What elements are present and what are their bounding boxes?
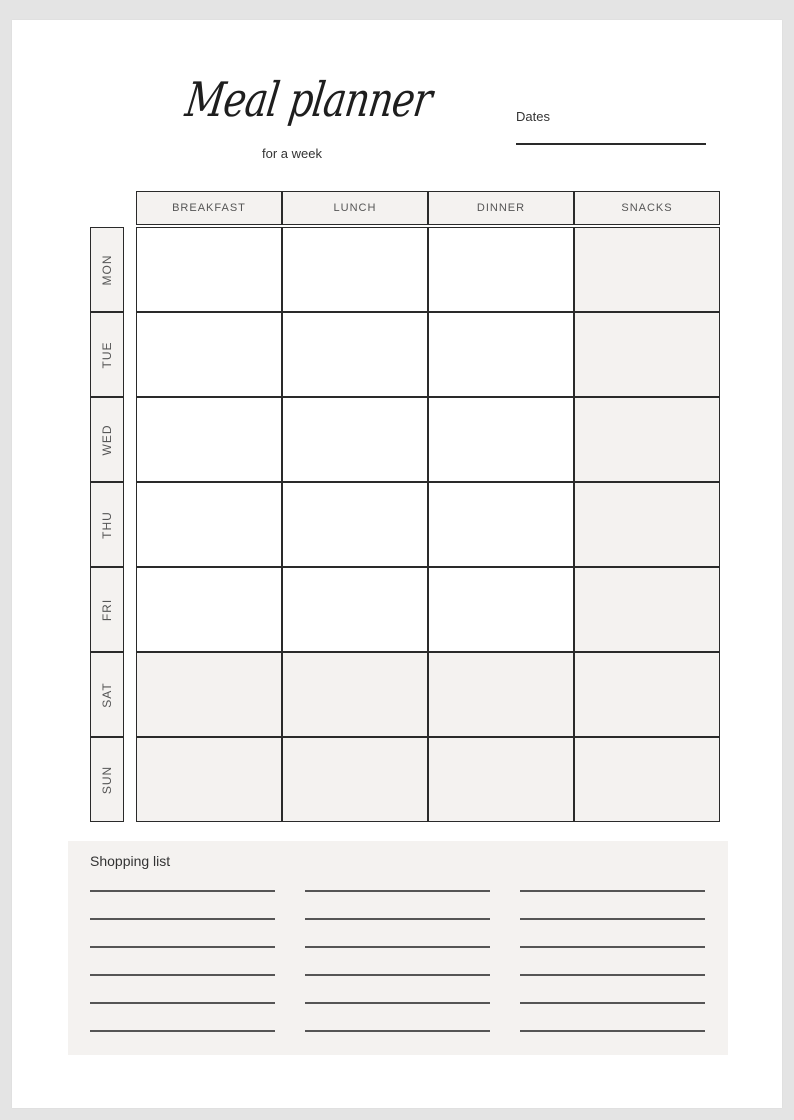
day-label-text: TUE bbox=[100, 341, 114, 368]
day-label-text: WED bbox=[100, 424, 114, 455]
day-label-text: THU bbox=[100, 510, 114, 539]
shopping-list-line[interactable] bbox=[90, 1030, 275, 1032]
shopping-list-label: Shopping list bbox=[90, 853, 171, 869]
day-label-tue bbox=[90, 312, 124, 397]
meal-cell-sat-lunch[interactable] bbox=[282, 652, 428, 737]
day-label-sat bbox=[90, 652, 124, 737]
page-title: Meal planner bbox=[182, 72, 436, 127]
meal-cell-thu-dinner[interactable] bbox=[428, 482, 574, 567]
shopping-list-line[interactable] bbox=[520, 974, 705, 976]
day-label-mon bbox=[90, 227, 124, 312]
meal-cell-tue-dinner[interactable] bbox=[428, 312, 574, 397]
column-header-snacks: SNACKS bbox=[574, 191, 720, 225]
meal-cell-wed-lunch[interactable] bbox=[282, 397, 428, 482]
shopping-list-line[interactable] bbox=[305, 1002, 490, 1004]
shopping-list-line[interactable] bbox=[305, 1030, 490, 1032]
meal-cell-tue-lunch[interactable] bbox=[282, 312, 428, 397]
day-label-wed bbox=[90, 397, 124, 482]
meal-cell-wed-snacks[interactable] bbox=[574, 397, 720, 482]
meal-cell-mon-dinner[interactable] bbox=[428, 227, 574, 312]
shopping-list-line[interactable] bbox=[520, 1002, 705, 1004]
meal-cell-mon-snacks[interactable] bbox=[574, 227, 720, 312]
page-subtitle: for a week bbox=[262, 146, 322, 161]
meal-cell-sun-dinner[interactable] bbox=[428, 737, 574, 822]
meal-cell-mon-breakfast[interactable] bbox=[136, 227, 282, 312]
column-header-dinner: DINNER bbox=[428, 191, 574, 225]
day-label-text: FRI bbox=[100, 598, 114, 621]
meal-cell-fri-breakfast[interactable] bbox=[136, 567, 282, 652]
day-label-sun bbox=[90, 737, 124, 822]
shopping-list-line[interactable] bbox=[305, 890, 490, 892]
dates-field[interactable] bbox=[516, 143, 706, 145]
shopping-list-line[interactable] bbox=[520, 946, 705, 948]
day-label-text: MON bbox=[100, 254, 114, 285]
column-header-lunch: LUNCH bbox=[282, 191, 428, 225]
dates-label: Dates bbox=[516, 109, 550, 124]
shopping-list-line[interactable] bbox=[90, 890, 275, 892]
meal-cell-fri-lunch[interactable] bbox=[282, 567, 428, 652]
meal-cell-sun-breakfast[interactable] bbox=[136, 737, 282, 822]
meal-cell-sat-dinner[interactable] bbox=[428, 652, 574, 737]
shopping-list-line[interactable] bbox=[520, 918, 705, 920]
meal-cell-wed-breakfast[interactable] bbox=[136, 397, 282, 482]
shopping-list-line[interactable] bbox=[520, 890, 705, 892]
day-label-text: SUN bbox=[100, 765, 114, 794]
shopping-list-line[interactable] bbox=[305, 946, 490, 948]
meal-cell-sun-lunch[interactable] bbox=[282, 737, 428, 822]
shopping-list-line[interactable] bbox=[520, 1030, 705, 1032]
meal-cell-tue-breakfast[interactable] bbox=[136, 312, 282, 397]
meal-cell-sun-snacks[interactable] bbox=[574, 737, 720, 822]
shopping-list-line[interactable] bbox=[90, 1002, 275, 1004]
day-label-text: SAT bbox=[100, 681, 114, 708]
shopping-list-line[interactable] bbox=[305, 918, 490, 920]
shopping-list-line[interactable] bbox=[90, 918, 275, 920]
meal-cell-thu-breakfast[interactable] bbox=[136, 482, 282, 567]
shopping-list bbox=[68, 841, 728, 1055]
column-header-breakfast: BREAKFAST bbox=[136, 191, 282, 225]
meal-cell-wed-dinner[interactable] bbox=[428, 397, 574, 482]
day-label-thu bbox=[90, 482, 124, 567]
shopping-list-line[interactable] bbox=[90, 946, 275, 948]
meal-cell-fri-dinner[interactable] bbox=[428, 567, 574, 652]
meal-cell-sat-snacks[interactable] bbox=[574, 652, 720, 737]
meal-cell-sat-breakfast[interactable] bbox=[136, 652, 282, 737]
shopping-list-line[interactable] bbox=[305, 974, 490, 976]
meal-cell-fri-snacks[interactable] bbox=[574, 567, 720, 652]
meal-cell-mon-lunch[interactable] bbox=[282, 227, 428, 312]
shopping-list-line[interactable] bbox=[90, 974, 275, 976]
meal-cell-thu-lunch[interactable] bbox=[282, 482, 428, 567]
planner-page bbox=[12, 20, 782, 1108]
meal-cell-thu-snacks[interactable] bbox=[574, 482, 720, 567]
meal-cell-tue-snacks[interactable] bbox=[574, 312, 720, 397]
day-label-fri bbox=[90, 567, 124, 652]
